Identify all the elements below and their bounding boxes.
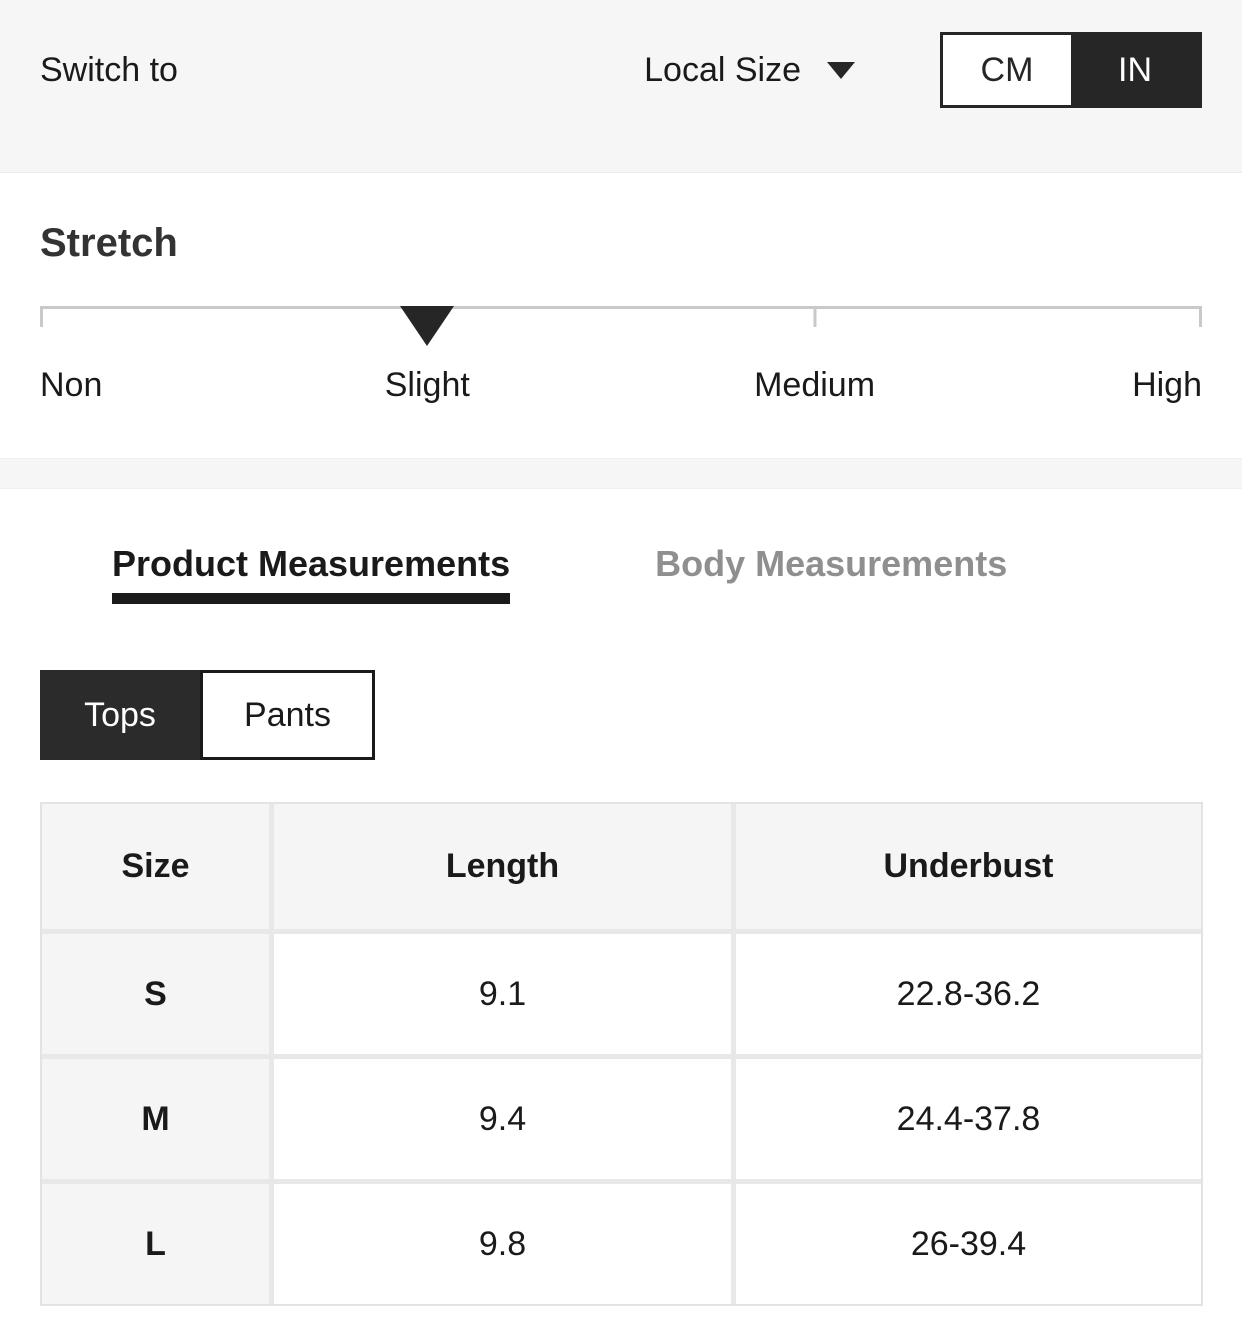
- section-divider: [0, 458, 1242, 489]
- stretch-label-high: High: [1132, 366, 1202, 404]
- unit-cm-button[interactable]: CM: [943, 35, 1071, 105]
- local-size-label: Local Size: [644, 50, 801, 89]
- local-size-dropdown[interactable]: [644, 51, 855, 90]
- slider-tick-high: [1199, 306, 1202, 327]
- table-row-l-underbust: 26-39.4: [736, 1184, 1201, 1304]
- switch-to-label: Switch to: [40, 50, 178, 89]
- table-row-s-length: 9.1: [274, 934, 731, 1054]
- table-row-m-length: 9.4: [274, 1059, 731, 1179]
- stretch-section: [0, 173, 1242, 458]
- measurement-tabs: [112, 543, 1242, 604]
- stretch-slider-track: [40, 306, 1202, 309]
- unit-toggle: [940, 32, 1202, 108]
- slider-pointer-icon: [400, 306, 454, 346]
- tab-product-measurements[interactable]: Product Measurements: [112, 543, 510, 604]
- table-row-m-size: M: [42, 1059, 269, 1179]
- stretch-label-medium: Medium: [754, 366, 876, 404]
- tab-body-measurements[interactable]: Body Measurements: [655, 543, 1008, 584]
- slider-tick-medium: [813, 306, 816, 327]
- active-tab-underline: [112, 593, 510, 604]
- table-row-l-length: 9.8: [274, 1184, 731, 1304]
- stretch-level-labels: [40, 366, 1202, 408]
- table-row-l-size: L: [42, 1184, 269, 1304]
- category-tops-button[interactable]: Tops: [40, 670, 200, 760]
- column-header-underbust: Underbust: [736, 804, 1201, 929]
- stretch-title: Stretch: [40, 221, 178, 265]
- table-row-m-underbust: 24.4-37.8: [736, 1059, 1201, 1179]
- category-toggle: [40, 670, 1242, 760]
- table-row-s-underbust: 22.8-36.2: [736, 934, 1201, 1054]
- column-header-size: Size: [42, 804, 269, 929]
- table-row-s-size: S: [42, 934, 269, 1054]
- stretch-label-non: Non: [40, 366, 103, 404]
- top-bar: [0, 0, 1242, 173]
- measurements-section: [0, 543, 1242, 1306]
- slider-tick-non: [40, 306, 43, 327]
- stretch-label-slight: Slight: [384, 366, 470, 404]
- chevron-down-icon: [827, 62, 855, 79]
- size-table: [40, 802, 1203, 1306]
- category-pants-button[interactable]: Pants: [200, 670, 375, 760]
- unit-in-button[interactable]: IN: [1071, 35, 1199, 105]
- column-header-length: Length: [274, 804, 731, 929]
